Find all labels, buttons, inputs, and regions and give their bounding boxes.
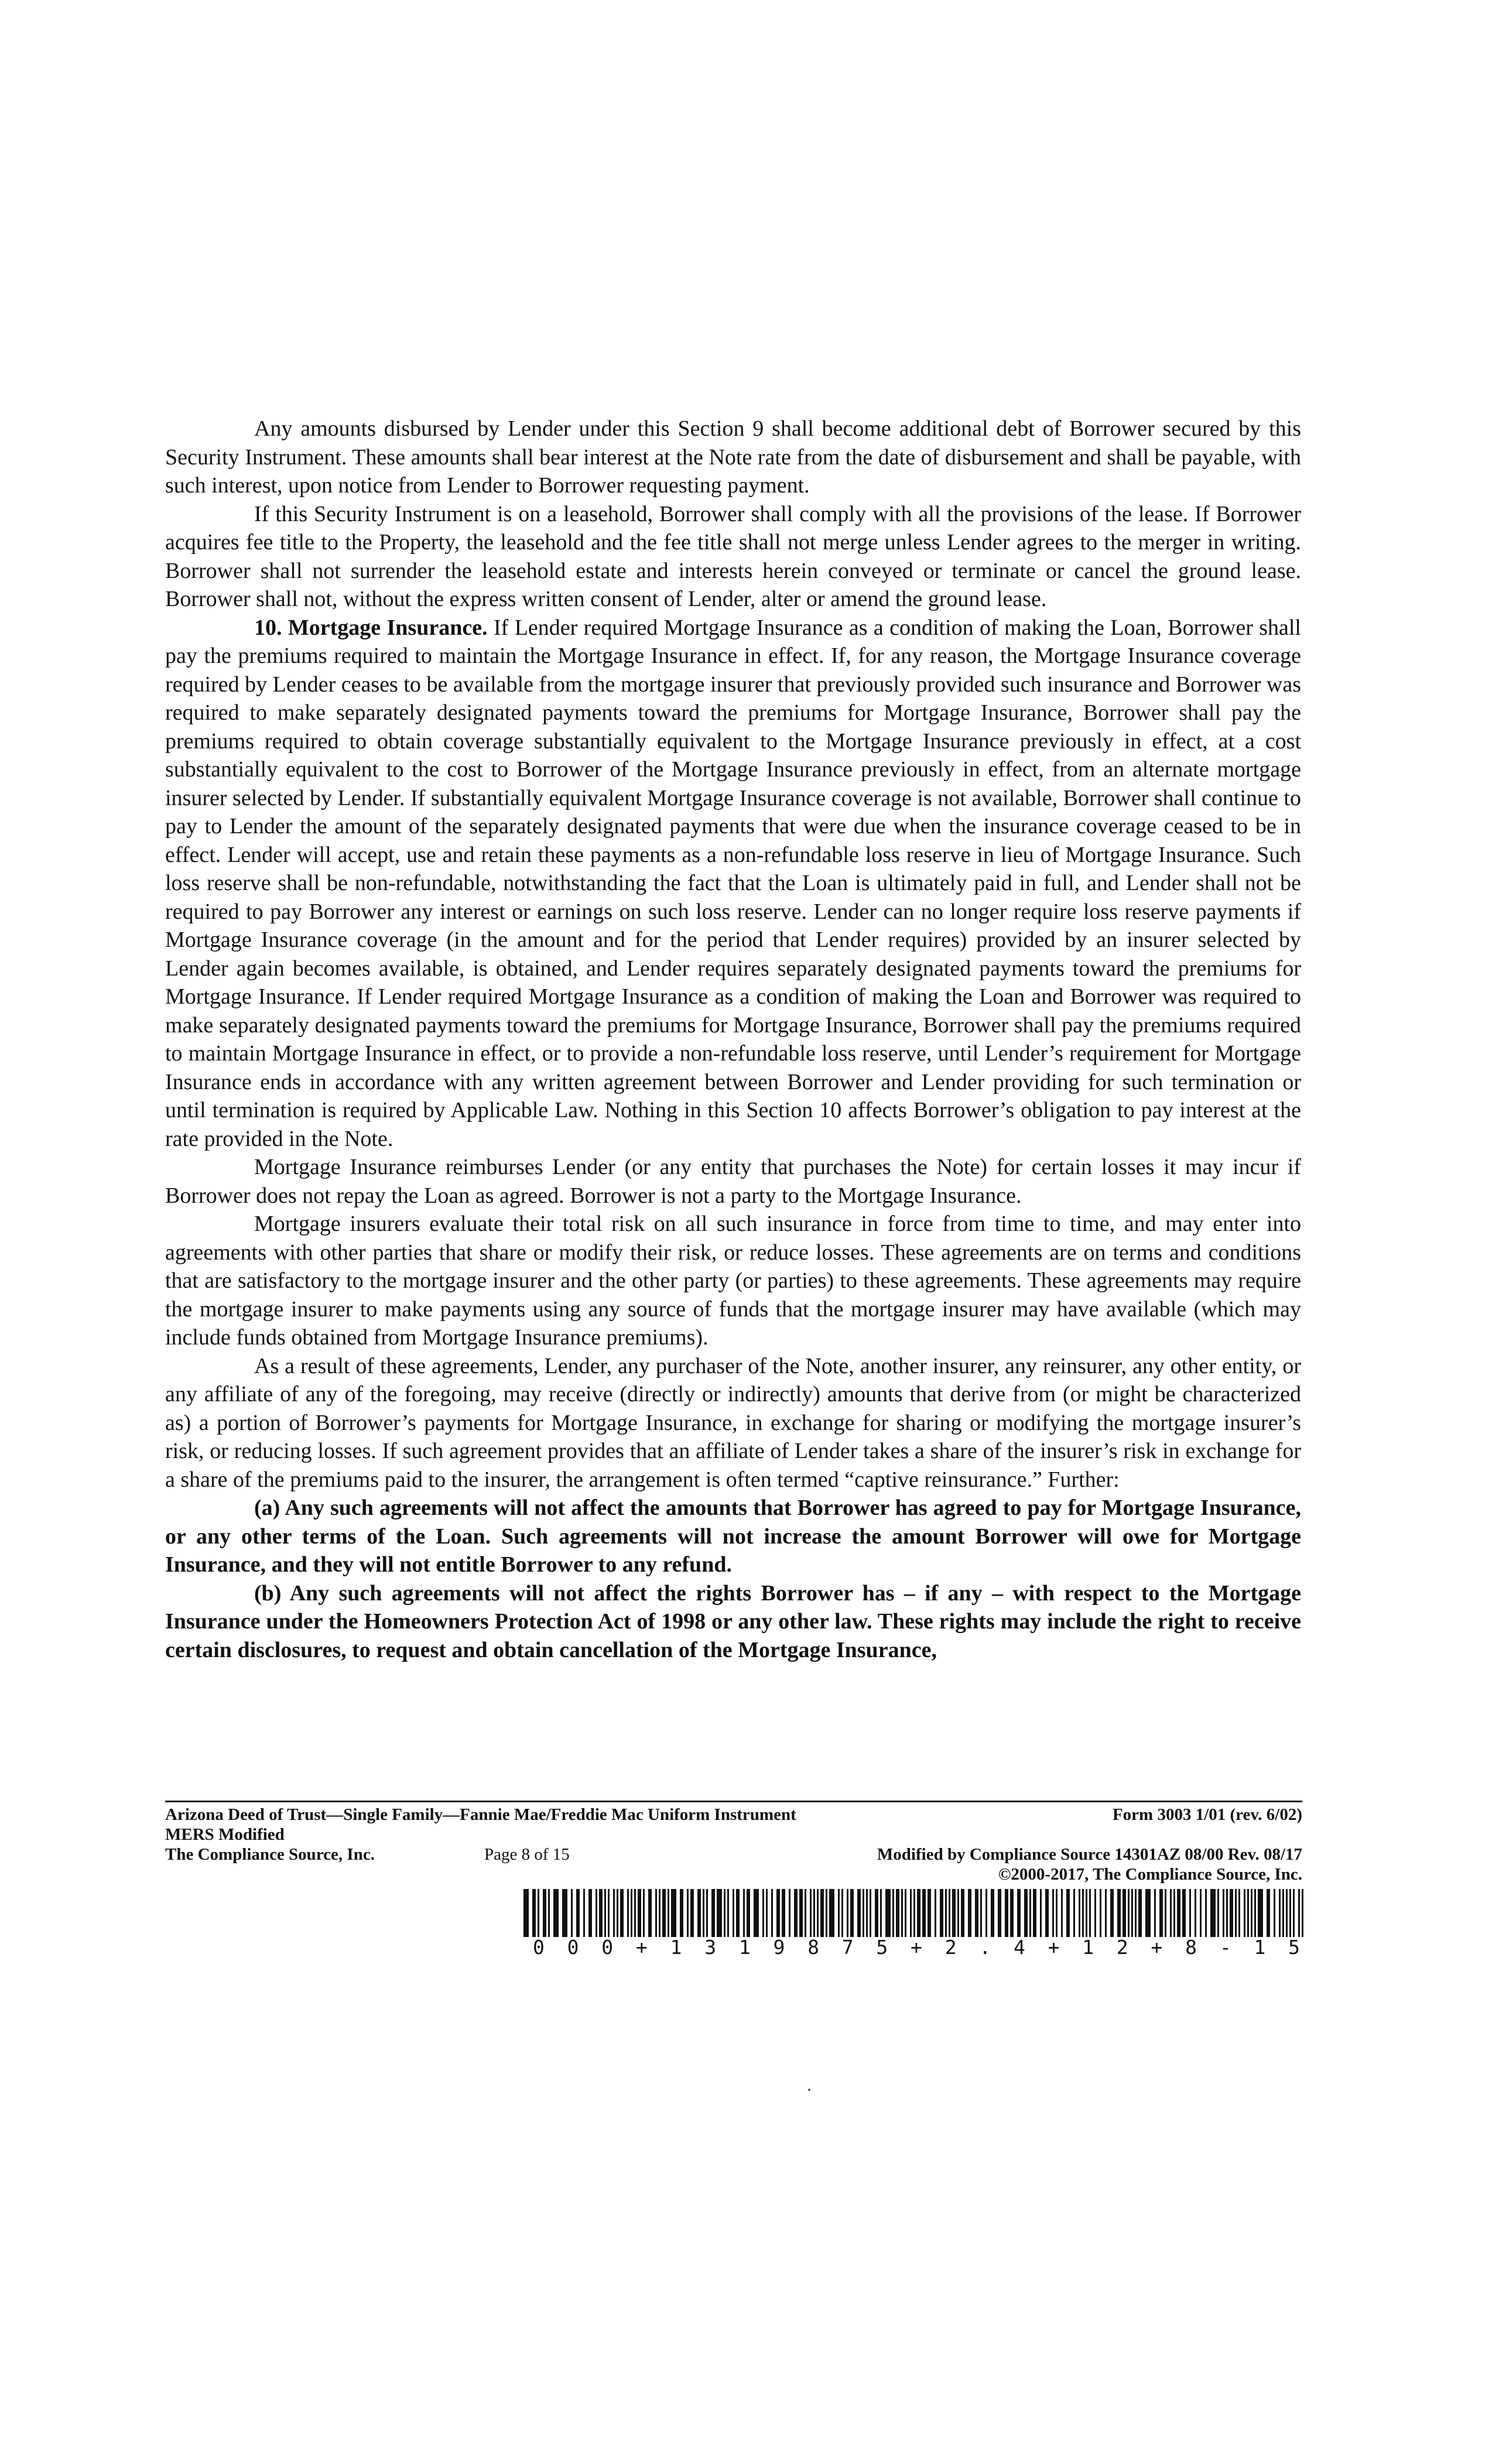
barcode-bar — [980, 1889, 982, 1937]
footer-divider — [165, 1801, 1302, 1802]
barcode-bar — [1033, 1889, 1036, 1937]
barcode-bar — [826, 1889, 827, 1937]
page-number: Page 8 of 15 — [484, 1845, 570, 1864]
barcode-bar — [985, 1889, 987, 1937]
barcode-bar — [697, 1889, 701, 1937]
barcode-bar — [1267, 1889, 1270, 1937]
barcode-bar — [847, 1889, 848, 1937]
barcode-bar — [875, 1889, 878, 1937]
barcode-bar — [655, 1889, 657, 1937]
barcode-bar — [668, 1889, 669, 1937]
scan-speck — [808, 2089, 810, 2091]
barcode-bar — [1128, 1889, 1130, 1937]
barcode-bar — [754, 1889, 759, 1937]
barcode-bar — [1254, 1889, 1256, 1937]
barcode-bar — [1079, 1889, 1080, 1937]
barcode-digit: 8 — [807, 1936, 819, 1959]
barcode-bar — [608, 1889, 610, 1937]
barcode-bar — [1235, 1889, 1237, 1937]
barcode-bar — [1056, 1889, 1057, 1937]
barcode-bar — [724, 1889, 725, 1937]
barcode-bar — [743, 1889, 745, 1937]
barcode-bar — [782, 1889, 785, 1937]
barcode-bar — [553, 1889, 559, 1937]
paragraph-mi-insurers: Mortgage insurers evaluate their total risk on all such insurance in force from time to time, and may enter into agreements with other parties that share or modify their risk, or reduce losses. These agreements are on terms and conditions that are satisfactory to the mortgage insurer and the other party (or parties) to these agreements. These agreements may require the mortgage insurer to make payments using any source of funds that the mortgage insurer may have available (which may include funds obtained from Mortgage Insurance premiums). — [165, 1212, 1301, 1350]
copyright: ©2000-2017, The Compliance Source, Inc. — [998, 1865, 1302, 1884]
barcode-digit: 1 — [1082, 1936, 1094, 1959]
mers-note: MERS Modified — [165, 1825, 285, 1844]
barcode-bar — [957, 1889, 959, 1937]
barcode-bar — [870, 1889, 871, 1937]
barcode-bar — [613, 1889, 615, 1937]
barcode-bar — [727, 1889, 729, 1937]
barcode-bar — [1282, 1889, 1284, 1937]
barcode-bar — [1159, 1889, 1163, 1937]
barcode-bar — [1200, 1889, 1202, 1937]
barcode-bar — [638, 1889, 641, 1937]
barcode-bar — [736, 1889, 740, 1937]
barcode-bar — [913, 1889, 915, 1937]
barcode-bar — [1298, 1889, 1300, 1937]
barcode-digit: . — [979, 1936, 991, 1959]
barcode-bar — [1110, 1889, 1114, 1937]
barcode-bar — [671, 1889, 676, 1937]
barcode-bar — [771, 1889, 773, 1937]
barcode-bar — [706, 1889, 708, 1937]
barcode-bar — [562, 1889, 567, 1937]
barcode-bar — [1017, 1889, 1021, 1937]
paragraph-mi-reimburses: Mortgage Insurance reimburses Lender (or any entity that purchases the Note) for certain losses it may incur if Borrower does not repay the Loan as agreed. Borrower is not a party to the Mortgage Insurance. — [165, 1155, 1301, 1208]
barcode-bar — [841, 1889, 843, 1937]
barcode-bar — [532, 1889, 536, 1937]
paragraph-captive-reinsurance: As a result of these agreements, Lender, any purchaser of the Note, another insurer, any reinsurer, any other entity, or any affiliate of any of the foregoing, may receive (directly or indirectly) amounts that derive from (or might be characterized as) a portion of Borrower’s payments for Mortgage Insurance, in exchange for sharing or modifying the mortgage insurer’s risk, or reducing losses. If such agreement provides that an affiliate of Lender takes a share of the insurer’s risk in exchange for a share of the premiums paid to the insurer, the arrangement is often termed “captive reinsurance.” Further: — [165, 1353, 1301, 1492]
barcode-bar — [975, 1889, 978, 1937]
barcode-bar — [1182, 1889, 1186, 1937]
barcode-bar — [627, 1889, 629, 1937]
barcode-bar — [576, 1889, 580, 1937]
barcode-bar — [659, 1889, 660, 1937]
barcode-bar — [892, 1889, 894, 1937]
barcode-bar — [1293, 1889, 1295, 1937]
barcode-bar — [766, 1889, 768, 1937]
barcode-bar — [1177, 1889, 1180, 1937]
barcode-digit: 9 — [773, 1936, 785, 1959]
paragraph-leasehold: If this Security Instrument is on a leasehold, Borrower shall comply with all the provisions of the lease. If Borrower acquires fee title to the Property, the leasehold and the fee title shall not merge unless Lender agrees to the merger in writing. Borrower shall not surrender the leasehold estate and interests herein conveyed or terminate or cancel the ground lease. Borrower shall not, without the express written consent of Lender, alter or amend the ground lease. — [165, 501, 1301, 611]
barcode-bar — [952, 1889, 956, 1937]
barcode-bar — [1073, 1889, 1075, 1937]
barcode-bar — [1226, 1889, 1228, 1937]
barcode-bar — [1247, 1889, 1249, 1937]
barcode-bar — [1289, 1889, 1291, 1937]
barcode-bar — [648, 1889, 652, 1937]
barcode-bar — [588, 1889, 592, 1937]
barcode-bar — [1189, 1889, 1191, 1937]
barcode-bar — [548, 1889, 550, 1937]
barcode-bar — [1086, 1889, 1087, 1937]
barcode-bar — [1029, 1889, 1031, 1937]
barcode-bar — [717, 1889, 722, 1937]
barcode-digit: 0 — [533, 1936, 545, 1959]
barcode-bar — [1005, 1889, 1008, 1937]
barcode-bar — [1258, 1889, 1263, 1937]
barcode-bar — [1230, 1889, 1233, 1937]
barcode-bar — [1165, 1889, 1166, 1937]
barcode-bar — [1154, 1889, 1156, 1937]
barcode-bar — [583, 1889, 585, 1937]
barcode-digit: 3 — [704, 1936, 717, 1959]
form-number: Form 3003 1/01 (rev. 6/02) — [1112, 1805, 1302, 1824]
barcode-bar — [1205, 1889, 1207, 1937]
barcode-bar — [810, 1889, 812, 1937]
barcode-bar — [733, 1889, 734, 1937]
barcode-digit: 2 — [944, 1936, 957, 1959]
barcode-bar — [817, 1889, 819, 1937]
barcode-bar — [866, 1889, 868, 1937]
paragraph-section10 — [165, 614, 1301, 1154]
form-footer — [165, 1805, 1302, 1884]
barcode-bar — [1274, 1889, 1275, 1937]
barcode-bar — [1195, 1889, 1196, 1937]
barcode-bar — [617, 1889, 618, 1937]
barcode-bar — [599, 1889, 603, 1937]
barcode-digit: 5 — [1288, 1936, 1300, 1959]
barcode-bar — [998, 1889, 1001, 1937]
barcode-bar — [1173, 1889, 1175, 1937]
form-title: Arizona Deed of Trust—Single Family—Fannie Mae/Freddie Mac Uniform Instrument — [165, 1805, 796, 1824]
barcode-bar — [857, 1889, 861, 1937]
barcode-bar — [711, 1889, 715, 1937]
barcode-bar — [1010, 1889, 1014, 1937]
barcode-bar — [596, 1889, 597, 1937]
barcode-digit: 5 — [876, 1936, 888, 1959]
barcode-bar — [838, 1889, 840, 1937]
modified-by: Modified by Compliance Source 14301AZ 08/00 Rev. 08/17 — [877, 1845, 1302, 1864]
source-company: The Compliance Source, Inc. — [165, 1845, 375, 1864]
barcode-bar — [799, 1889, 803, 1937]
barcode-bar — [1223, 1889, 1224, 1937]
barcode-bar — [850, 1889, 854, 1937]
barcode-bar — [1052, 1889, 1054, 1937]
barcode-bar — [1089, 1889, 1091, 1937]
barcode-bar — [762, 1889, 764, 1937]
barcode-bar — [896, 1889, 899, 1937]
barcode-bar — [1082, 1889, 1084, 1937]
barcode-bar — [1131, 1889, 1133, 1937]
barcode-bar — [905, 1889, 906, 1937]
barcode-bar — [813, 1889, 815, 1937]
barcode-bar — [776, 1889, 780, 1937]
barcode-bar — [571, 1889, 573, 1937]
barcode-bar — [538, 1889, 539, 1937]
barcode-bar — [794, 1889, 798, 1937]
barcode-bar — [687, 1889, 689, 1937]
barcode-bar — [991, 1889, 994, 1937]
barcode-bar — [690, 1889, 694, 1937]
barcode-bar — [1286, 1889, 1288, 1937]
barcode-digit: 7 — [841, 1936, 854, 1959]
section-10-text: If Lender required Mortgage Insurance as a condition of making the Loan, Borrower shall pay the premiums required to maintain the Mortgage Insurance in effect. If, for any reason, the Mortgage Insurance coverage required by Lender ceases to be available from the mortgage insurer that previously provided such insurance and Borrower was required to make separately designated payments toward the premiums for Mortgage Insurance, Borrower shall pay the premiums required to obtain coverage substantially equivalent to the Mortgage Insurance previously in effect, at a cost substantially equivalent to the cost to Borrower of the Mortgage Insurance previously in effect, from an alternate mortgage insurer selected by Lender. If substantially equivalent Mortgage Insurance coverage is not available, Borrower shall continue to pay to Lender the amount of the separately designated payments that were due when the insurance coverage ceased to be in effect. Lender will accept, use and retain these payments as a non-refundable loss reserve in lieu of Mortgage Insurance. Such loss reserve shall be non-refundable, notwithstanding the fact that the Loan is ultimately paid in full, and Lender shall not be required to pay Borrower any interest or earnings on such loss reserve. Lender can no longer require loss reserve payments if Mortgage Insurance coverage (in the amount and for the period that Lender requires) provided by an insurer selected by Lender again becomes available, is obtained, and Lender requires separately designated payments toward the premiums for Mortgage Insurance. If Lender required Mortgage Insurance as a condition of making the Loan and Borrower was required to make separately designated payments toward the premiums for Mortgage Insurance, Borrower shall pay the premiums required to maintain Mortgage Insurance in effect, or to provide a non-refundable loss reserve, until Lender’s requirement for Mortgage Insurance ends in accordance with any written agreement between Borrower and Lender providing for such termination or until termination is required by Applicable Law. Nothing in this Section 10 affects Borrower’s obligation to pay interest at the rate provided in the Note. — [165, 615, 1301, 1151]
barcode-bar — [820, 1889, 824, 1937]
barcode-bar — [922, 1889, 926, 1937]
barcode-bar — [1066, 1889, 1070, 1937]
barcode-bar — [1100, 1889, 1101, 1937]
barcode-digit: 1 — [1254, 1936, 1266, 1959]
barcode-bar — [1040, 1889, 1042, 1937]
barcode-bar — [949, 1889, 950, 1937]
barcode-bar — [968, 1889, 971, 1937]
paragraph-clause-a: (a) Any such agreements will not affect the amounts that Borrower has agreed to pay for Mortgage Insurance, or any other terms of the Loan. Such agreements will not increase the amount Borrower will owe for Mortgage Insurance, and they will not entitle Borrower to any refund. — [165, 1495, 1301, 1577]
barcode-digit: 1 — [670, 1936, 682, 1959]
barcode-bar — [1244, 1889, 1245, 1937]
barcode-bar — [523, 1889, 529, 1937]
barcode-digit: - — [1219, 1936, 1231, 1959]
paragraph-section9-debt: Any amounts disbursed by Lender under this Section 9 shall become additional debt of Borrower secured by this Security Instrument. These amounts shall bear interest at the Note rate from the date of disbursement and shall be payable, with such interest, upon notice from Lender to Borrower requesting payment. — [165, 416, 1301, 498]
barcode-digit: + — [635, 1936, 648, 1959]
barcode-digit: + — [1151, 1936, 1163, 1959]
barcode-bar — [643, 1889, 645, 1937]
barcode-bar — [747, 1889, 750, 1937]
barcode-digit: 0 — [567, 1936, 579, 1959]
barcode-bar — [829, 1889, 834, 1937]
barcode-bar — [1105, 1889, 1107, 1937]
barcode-bar — [662, 1889, 666, 1937]
barcode-bar — [805, 1889, 806, 1937]
barcode-bar — [1122, 1889, 1126, 1937]
barcode-bar — [1094, 1889, 1096, 1937]
barcode-bar — [1251, 1889, 1252, 1937]
barcode-bar — [935, 1889, 936, 1937]
barcode-bar — [961, 1889, 964, 1937]
barcode-bar — [1217, 1889, 1219, 1937]
barcode-digit: 2 — [1116, 1936, 1128, 1959]
barcode-digit: 8 — [1185, 1936, 1197, 1959]
barcode-bar — [1302, 1889, 1303, 1937]
barcode-digit: + — [1048, 1936, 1060, 1959]
barcode-bar — [1061, 1889, 1063, 1937]
barcode-bar — [917, 1889, 920, 1937]
barcode-bar — [885, 1889, 891, 1937]
barcode-digits — [533, 1936, 1300, 1959]
barcode-digit: 0 — [601, 1936, 614, 1959]
barcode-bar — [945, 1889, 947, 1937]
barcode-bar — [928, 1889, 931, 1937]
barcode — [523, 1889, 1305, 1937]
barcode-bar — [901, 1889, 903, 1937]
barcode-bar — [631, 1889, 632, 1937]
barcode-bar — [543, 1889, 546, 1937]
barcode-bar — [1117, 1889, 1121, 1937]
barcode-bar — [620, 1889, 624, 1937]
barcode-bar — [1170, 1889, 1172, 1937]
barcode-bar — [1135, 1889, 1137, 1937]
barcode-bar — [1279, 1889, 1281, 1937]
barcode-bar — [703, 1889, 704, 1937]
barcode-bar — [1024, 1889, 1028, 1937]
barcode-digit: + — [911, 1936, 922, 1959]
document-body — [165, 415, 1301, 1664]
barcode-bar — [863, 1889, 864, 1937]
barcode-bar — [1210, 1889, 1216, 1937]
section-10-heading: 10. Mortgage Insurance. — [254, 615, 488, 640]
barcode-bar — [1138, 1889, 1142, 1937]
barcode-bar — [940, 1889, 943, 1937]
barcode-bar — [1238, 1889, 1240, 1937]
paragraph-clause-b: (b) Any such agreements will not affect the rights Borrower has – if any – with respect to the Mortgage Insurance under the Homeowners Protection Act of 1998 or any other law. These rights may include the right to receive certain disclosures, to request and obtain cancellation of the Mortgage Insurance, — [165, 1580, 1301, 1662]
barcode-digit: 4 — [1013, 1936, 1025, 1959]
barcode-bar — [910, 1889, 912, 1937]
barcode-bar — [880, 1889, 882, 1937]
barcode-bar — [789, 1889, 790, 1937]
barcode-bar — [634, 1889, 636, 1937]
barcode-bar — [680, 1889, 683, 1937]
barcode-digit: 1 — [738, 1936, 751, 1959]
barcode-bar — [1145, 1889, 1151, 1937]
barcode-bar — [604, 1889, 606, 1937]
barcode-bar — [1045, 1889, 1049, 1937]
